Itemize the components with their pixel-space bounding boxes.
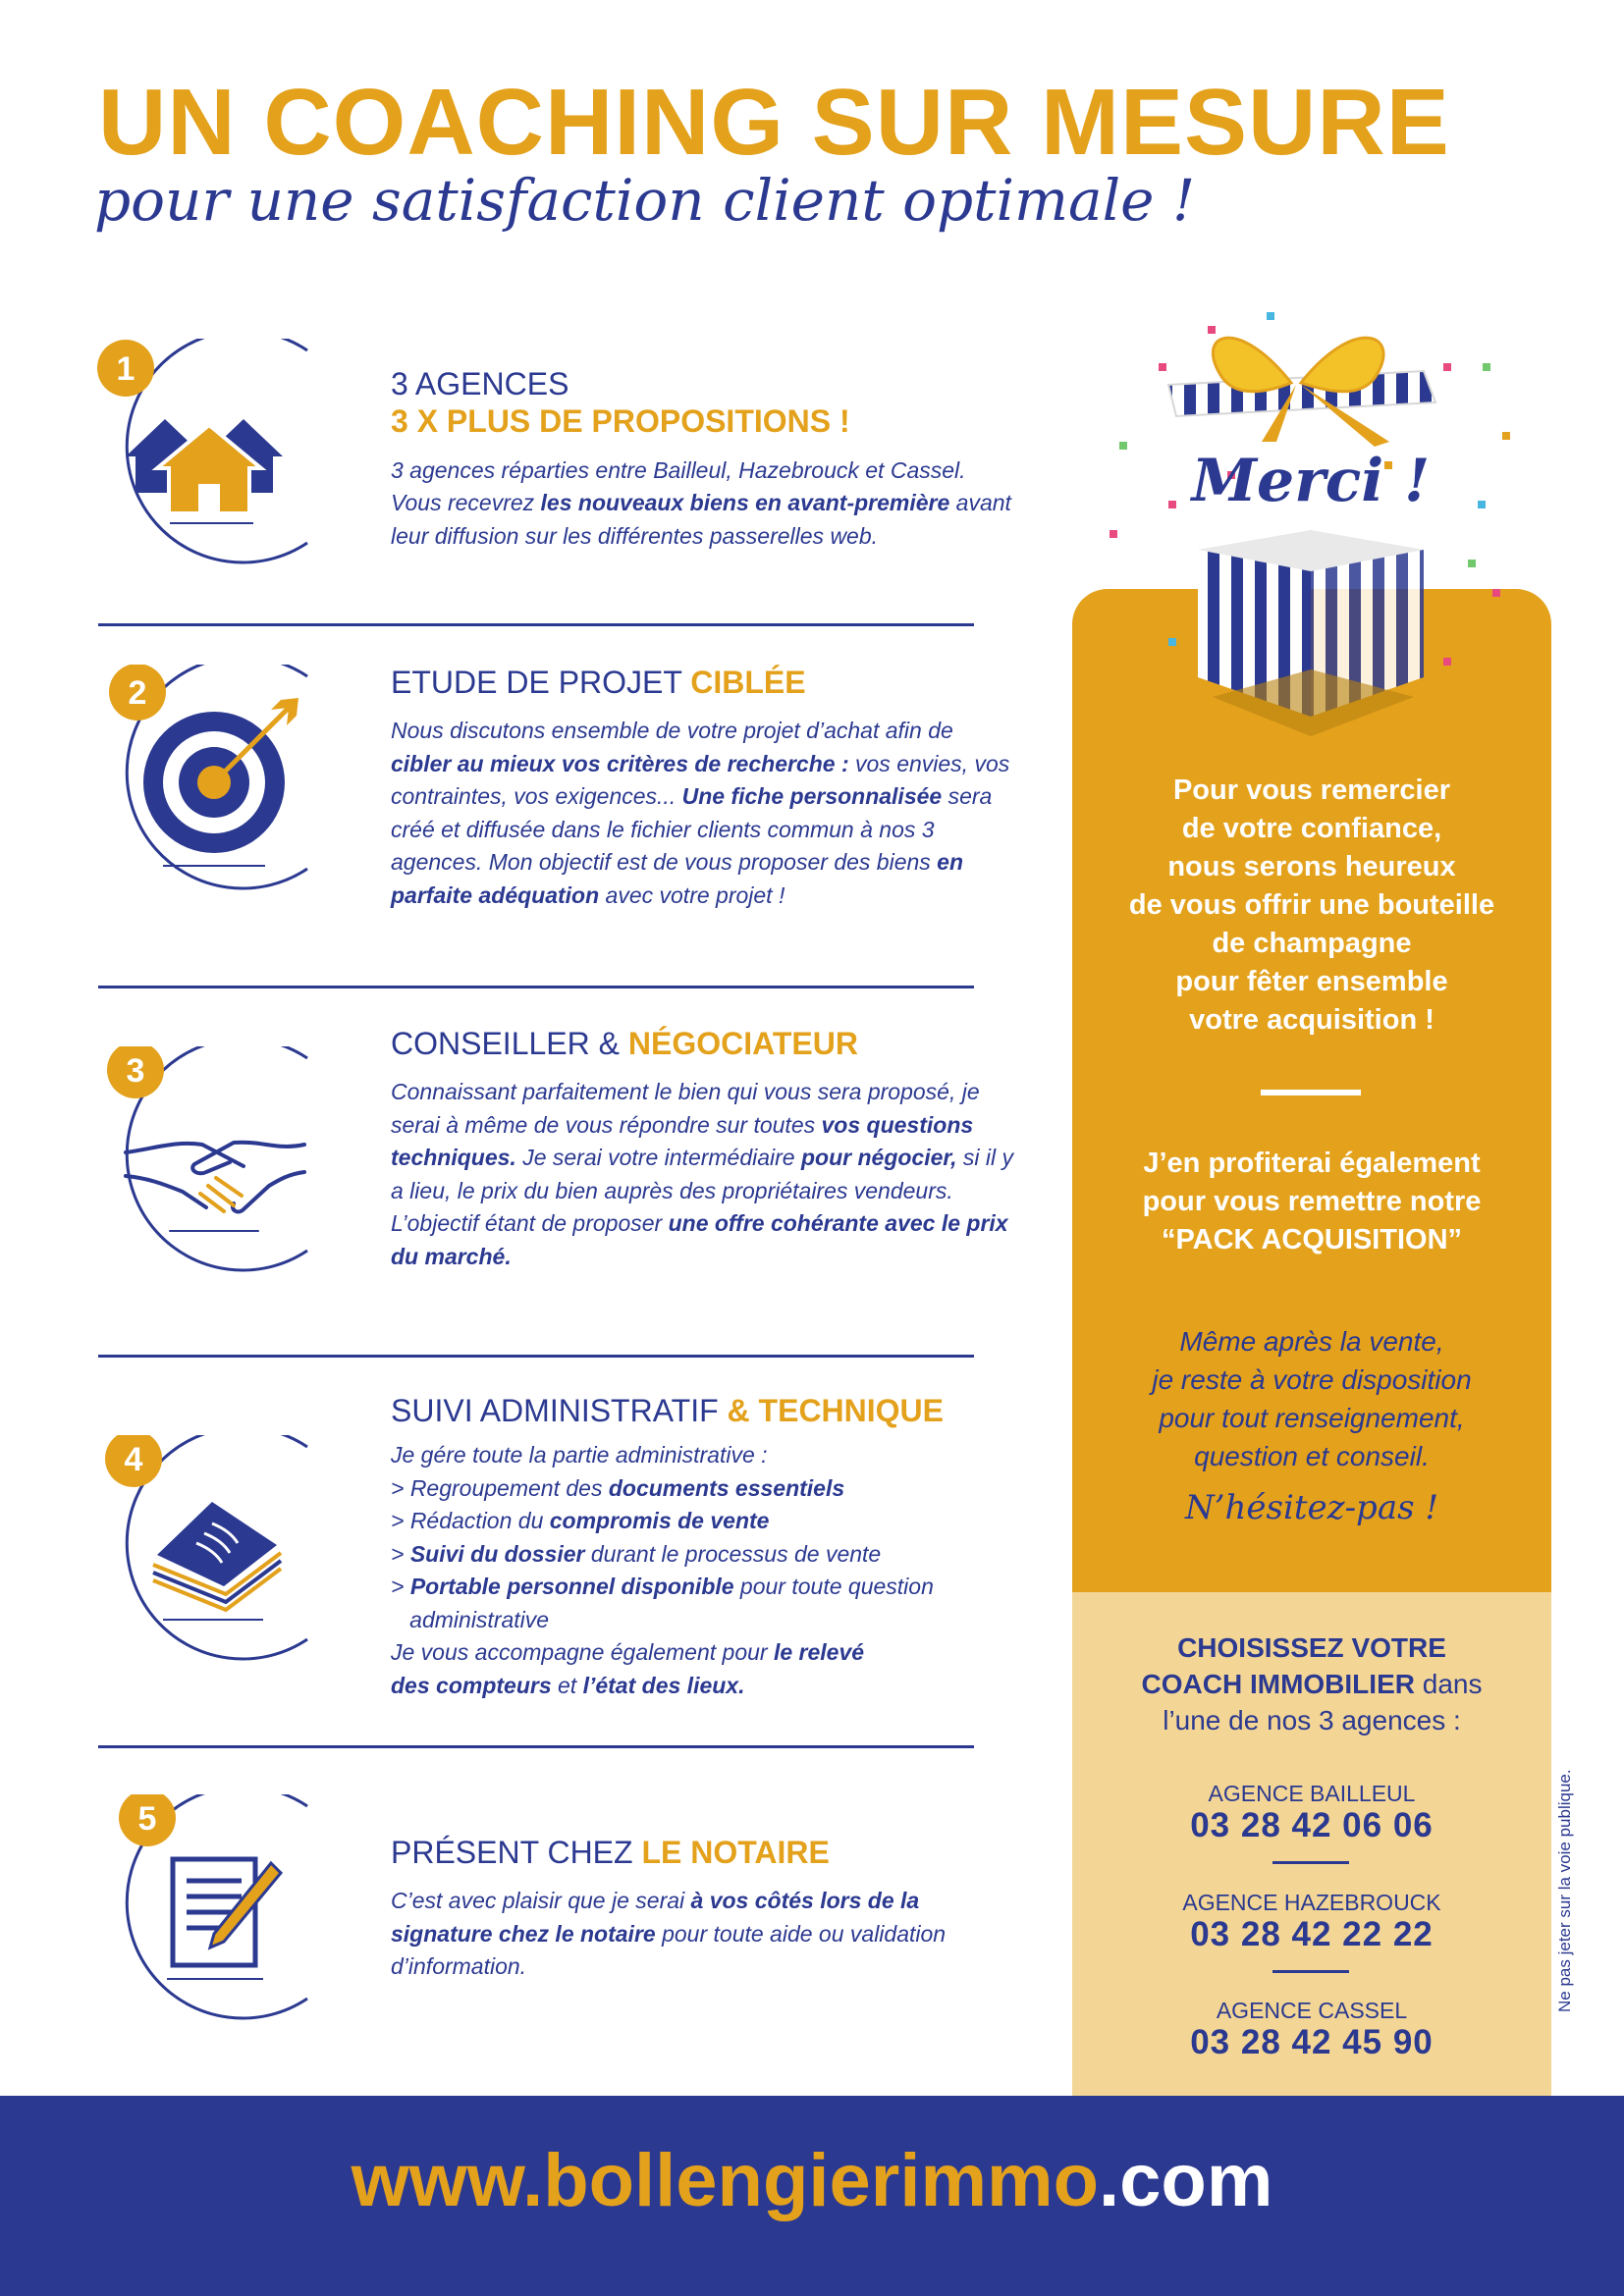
step-2-title [391,664,1019,701]
gift-box-illustration [1090,304,1532,736]
thanks-message [1072,772,1551,1040]
choose-coach-text [1072,1629,1551,1738]
side-note [1555,1767,1585,2012]
step-number: 2 [128,674,147,712]
step-5 [391,1834,1019,1984]
merci-text: Merci ! [1191,447,1431,515]
emphasis-text: documents essentiels [608,1474,845,1501]
choose-line: CHOISISSEZ VOTRE [1177,1632,1446,1663]
step-4-title-plain: SUIVI ADMINISTRATIF [391,1393,728,1428]
pack-acquisition-message [1072,1145,1551,1259]
website-link[interactable] [0,2138,1624,2223]
after-sale-message [1072,1322,1551,1475]
step-5-text [391,1885,1019,1984]
body-text: avec votre projet ! [599,881,785,908]
agency-phone[interactable]: 03 28 42 06 06 [1190,1806,1434,1844]
emphasis-text: compromis de vente [549,1508,770,1534]
after-line: Même après la vente, [1179,1326,1444,1357]
body-text: durant le processus de vente [584,1540,882,1567]
agency-divider [1272,1970,1349,1973]
body-text: et [551,1672,583,1698]
hesitate-text: N’hésitez-pas ! [1184,1488,1439,1527]
step-2 [391,664,1019,912]
body-text: > [391,1574,410,1600]
body-text: > Regroupement des [391,1474,609,1501]
section-divider [98,623,974,626]
thanks-line: votre acquisition ! [1189,1004,1435,1036]
step-number: 3 [126,1052,145,1090]
body-text: Nous discutons ensemble de votre projet d’achat afin de [391,718,953,744]
step-1 [391,365,1019,553]
step-3-title-highlight: NÉGOCIATEUR [627,1026,858,1061]
body-text: administrative [391,1606,550,1632]
thanks-line: de votre confiance, [1181,813,1442,844]
choose-line: l’une de nos 3 agences : [1163,1705,1461,1735]
body-text: pour toute aide ou validation d’information. [391,1920,947,1980]
emphasis-text: pour négocier, [801,1145,957,1171]
gift-box-icon [1198,530,1424,736]
step-line [391,1636,1019,1670]
thanks-line: de champagne [1212,928,1412,959]
thanks-line: nous serons heureux [1167,851,1456,882]
agency-divider [1272,1861,1349,1864]
step-1-icon-group [96,339,342,584]
agency-name: AGENCE CASSEL [1216,1998,1408,2023]
gift-lid-icon [1168,338,1435,447]
step-5-title [391,1834,1019,1871]
body-text: 3 agences réparties entre Bailleul, Hazebrouck et Cassel. Vous recevrez [391,456,966,516]
side-note-text: Ne pas jeter sur la voie publique. [1555,1769,1574,2012]
profit-line: J’en profiterai également [1143,1148,1481,1179]
body-text: C’est avec plaisir que je serai [391,1888,691,1914]
emphasis-text: vos questions techniques. [391,1111,974,1171]
emphasis-text: Portable personnel disponible [409,1574,734,1600]
step-3-title-plain: CONSEILLER & [391,1026,628,1061]
emphasis-text: une offre cohérante avec le prix du marché. [391,1210,1008,1269]
step-line [391,1571,1019,1604]
step-5-title-highlight: LE NOTAIRE [641,1835,830,1870]
contract-signing-icon [167,1859,281,1979]
choose-line-rest: dans [1414,1669,1483,1699]
page-subtitle: pour une satisfaction client optimale ! [94,167,1196,234]
step-line [391,1505,1019,1538]
body-text: > Rédaction du [391,1508,550,1534]
body-text: sera créé et diffusée dans le fichier clients commun à nos 3 agences. Mon objectif est de vous proposer des biens [391,783,993,876]
step-2-title-plain: ETUDE DE PROJET [391,665,691,700]
step-4-title [391,1392,1019,1429]
step-line [391,1670,1019,1703]
emphasis-text: des compteurs [391,1672,552,1698]
emphasis-text: cibler au mieux vos critères de recherche : [391,750,849,776]
step-1-title-highlight: 3 X PLUS DE PROPOSITIONS ! [391,403,850,440]
thanks-line: de vous offrir une bouteille [1128,889,1495,921]
emphasis-text: à vos côtés lors de la signature chez le notaire [391,1888,920,1947]
thanks-line: Pour vous remercier [1172,774,1451,806]
after-line: question et conseil. [1194,1441,1430,1471]
after-line: pour tout renseignement, [1159,1403,1465,1433]
step-5-title-plain: PRÉSENT CHEZ [391,1835,642,1870]
after-line: je reste à votre disposition [1152,1364,1472,1395]
step-3-icon-group [96,1046,342,1292]
step-4 [391,1392,1019,1702]
step-3-text [391,1076,1019,1273]
documents-icon [153,1502,281,1620]
step-2-icon-group [96,665,342,910]
body-text: si il y a lieu, le prix du bien auprès des propriétaires vendeurs. L’objectif étant de proposer [391,1145,1013,1237]
body-text: vos envies, vos contraintes, vos exigences... [391,750,1010,810]
step-1-title: 3 AGENCES [391,366,569,401]
step-line [391,1604,1019,1637]
step-5-icon-group [96,1794,342,2040]
section-divider [98,1745,974,1748]
agency-name: AGENCE BAILLEUL [1208,1781,1416,1806]
step-line [391,1538,1019,1572]
emphasis-text: Une fiche personnalisée [681,783,943,810]
website-prefix: www. [351,2139,544,2222]
thanks-line: pour fêter ensemble [1175,966,1448,997]
body-text: avant leur diffusion sur les différentes passerelles web. [391,490,1011,549]
choose-line-bold: COACH IMMOBILIER [1141,1669,1415,1699]
profit-line: “PACK ACQUISITION” [1161,1224,1463,1255]
agency-phone[interactable]: 03 28 42 45 90 [1190,2023,1434,2061]
section-divider [98,1355,974,1358]
emphasis-text: Suivi du dossier [409,1540,585,1567]
agency-name: AGENCE HAZEBROUCK [1182,1890,1441,1915]
step-number: 1 [116,350,135,388]
step-number: 4 [124,1441,143,1478]
emphasis-text: le relevé [773,1639,865,1666]
step-4-text [391,1439,1019,1702]
body-text: Je vous accompagne également pour [391,1639,774,1666]
step-3-title [391,1025,1019,1062]
step-2-title-highlight: CIBLÉE [690,665,806,700]
profit-line: pour vous remettre notre [1142,1186,1482,1217]
body-text: pour toute question [733,1574,934,1600]
body-text: > [391,1540,410,1567]
section-divider [98,986,974,988]
step-4-title-highlight: & TECHNIQUE [727,1393,944,1428]
emphasis-text: les nouveaux biens en avant-première [540,490,950,516]
body-text: Je gére toute la partie administrative : [391,1442,768,1468]
emphasis-text: l’état des lieux. [582,1672,745,1698]
step-1-text [391,454,1019,554]
houses-icon [126,419,283,523]
body-text: Connaissant parfaitement le bien qui vous sera proposé, je serai à même de vous répondre sur toutes [391,1079,980,1138]
website-tld: .com [1099,2139,1273,2222]
emphasis-text: en parfaite adéquation [391,849,964,908]
target-icon [143,698,298,866]
step-3 [391,1025,1019,1273]
agency-phone[interactable]: 03 28 42 22 22 [1190,1915,1434,1953]
handshake-icon [126,1143,304,1231]
step-line [391,1472,1019,1506]
page-title: UN COACHING SUR MESURE [98,70,1450,175]
body-text: Je serai votre intermédiaire [515,1145,801,1171]
panel-divider [1261,1090,1361,1095]
step-line [391,1439,1019,1472]
step-4-icon-group [96,1435,342,1681]
step-2-text [391,715,1019,912]
website-domain: bollengierimmo [543,2139,1100,2222]
step-number: 5 [137,1800,157,1838]
